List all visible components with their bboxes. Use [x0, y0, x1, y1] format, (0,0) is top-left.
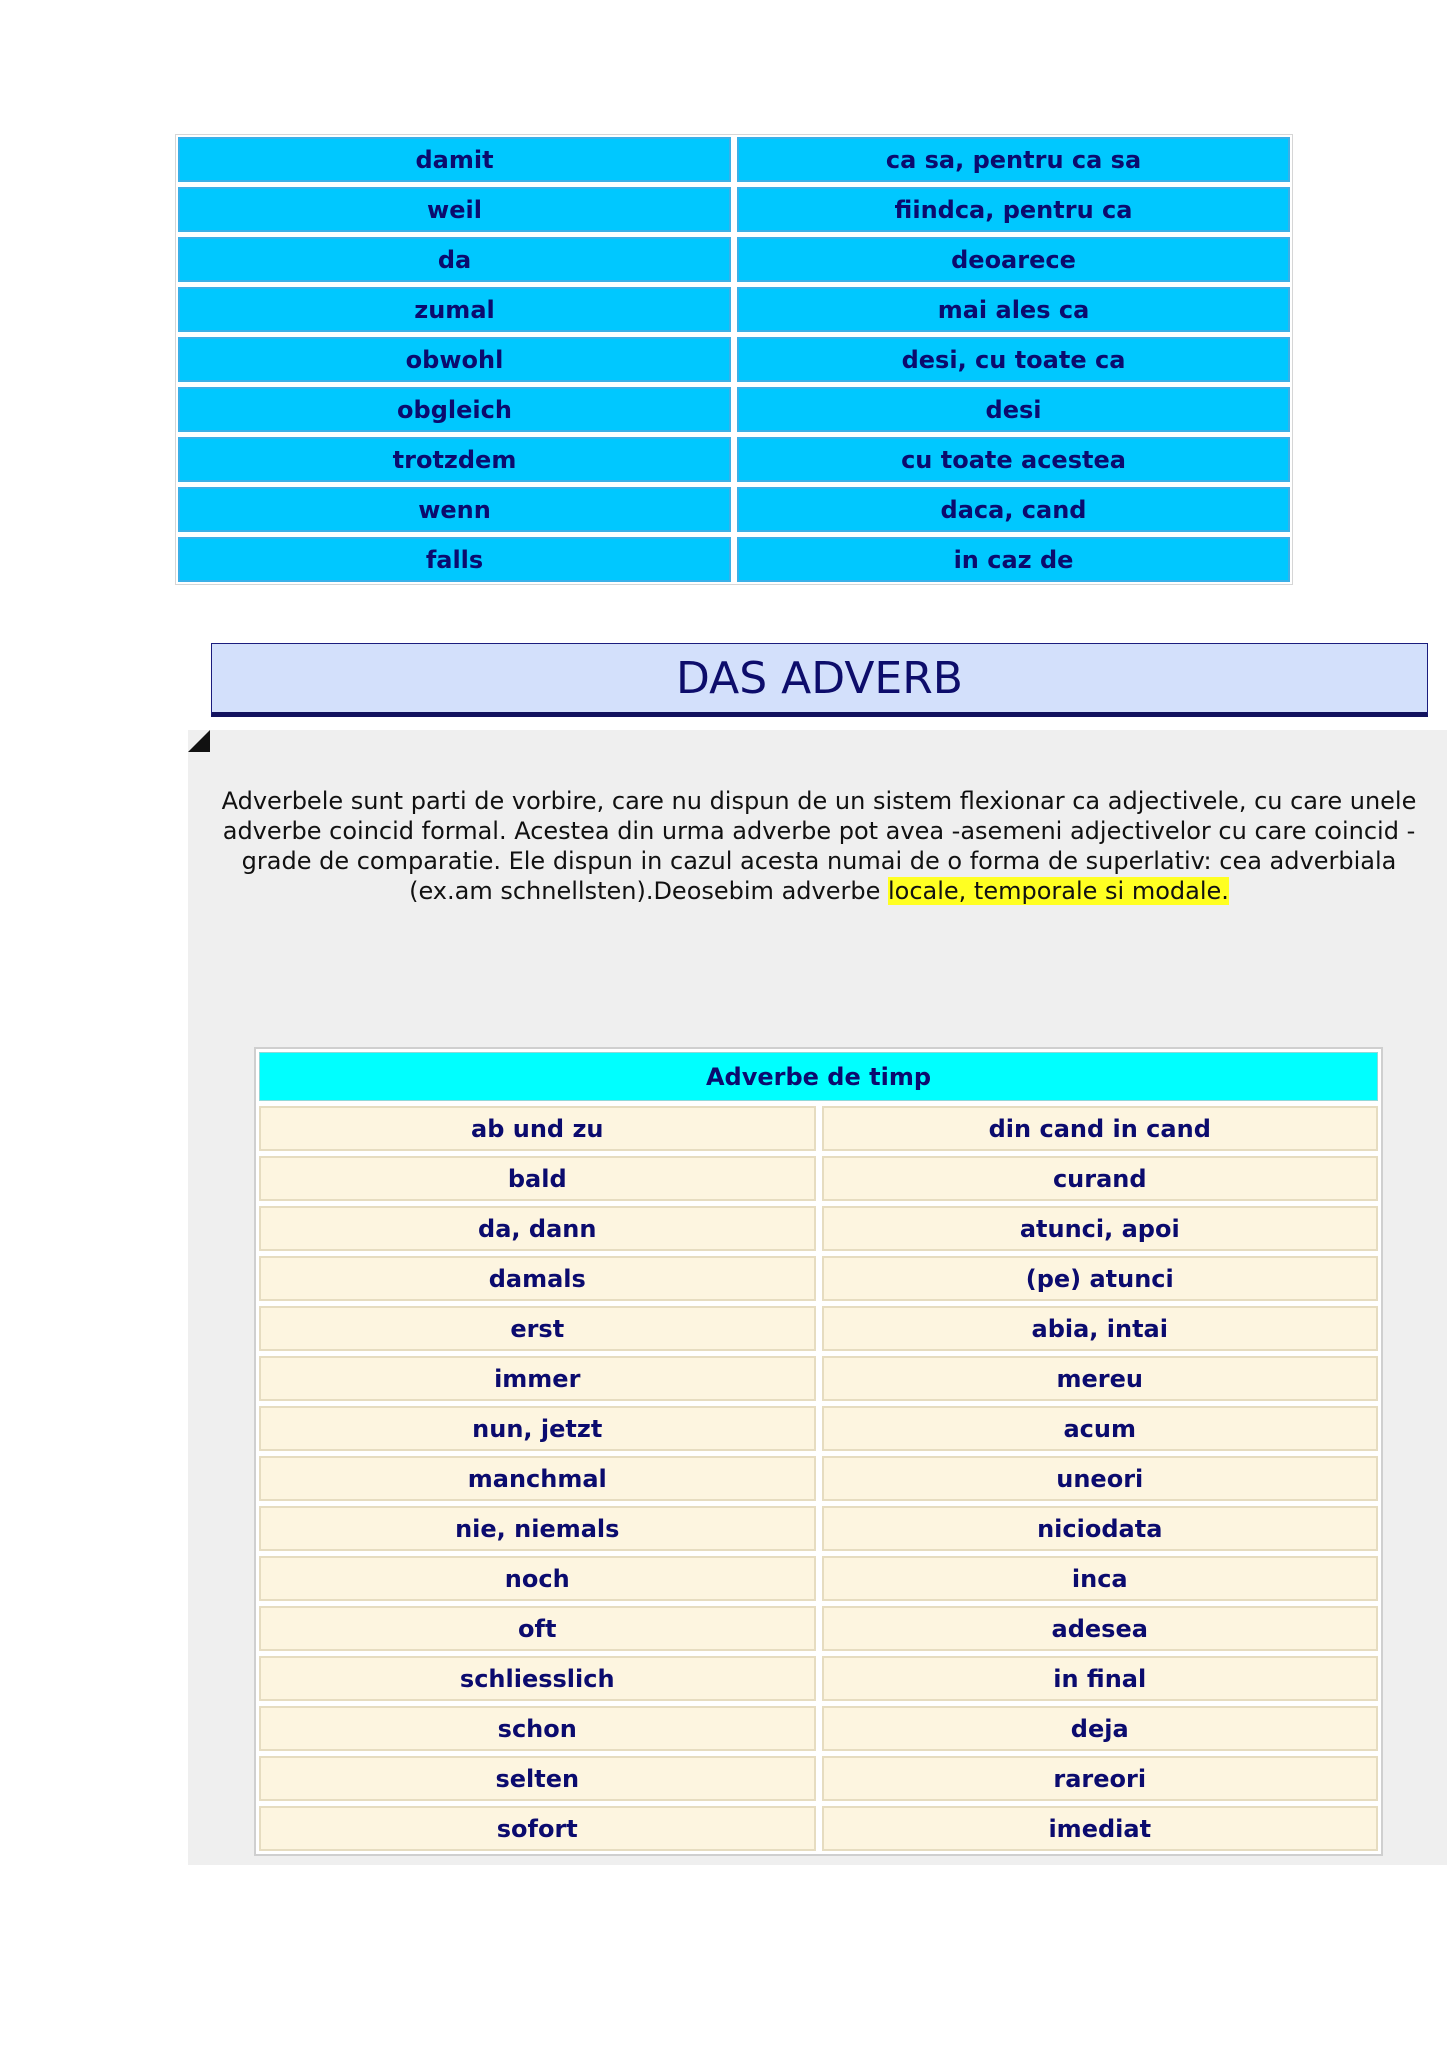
table-row [178, 137, 1290, 182]
table-row [259, 1756, 1378, 1801]
table-row [178, 387, 1290, 432]
table-row [259, 1106, 1378, 1151]
conjunctions-table [175, 134, 1293, 585]
table-row [178, 537, 1290, 582]
table-row [178, 287, 1290, 332]
table-row [259, 1656, 1378, 1701]
table-row [259, 1306, 1378, 1351]
german-cell: zumal [178, 287, 731, 332]
german-cell: selten [259, 1756, 816, 1801]
romanian-cell: acum [822, 1406, 1379, 1451]
romanian-cell: desi [737, 387, 1290, 432]
german-cell: erst [259, 1306, 816, 1351]
german-cell: nie, niemals [259, 1506, 816, 1551]
german-cell: damit [178, 137, 731, 182]
table-row [259, 1206, 1378, 1251]
adverbs-table [254, 1047, 1383, 1856]
romanian-cell: niciodata [822, 1506, 1379, 1551]
german-cell: wenn [178, 487, 731, 532]
german-cell: manchmal [259, 1456, 816, 1501]
table-row [178, 437, 1290, 482]
german-cell: oft [259, 1606, 816, 1651]
romanian-cell: in final [822, 1656, 1379, 1701]
german-cell: obwohl [178, 337, 731, 382]
romanian-cell: mereu [822, 1356, 1379, 1401]
german-cell: ab und zu [259, 1106, 816, 1151]
romanian-cell: ca sa, pentru ca sa [737, 137, 1290, 182]
german-cell: obgleich [178, 387, 731, 432]
romanian-cell: deja [822, 1706, 1379, 1751]
german-cell: da [178, 237, 731, 282]
romanian-cell: (pe) atunci [822, 1256, 1379, 1301]
romanian-cell: adesea [822, 1606, 1379, 1651]
romanian-cell: desi, cu toate ca [737, 337, 1290, 382]
german-cell: sofort [259, 1806, 816, 1851]
german-cell: weil [178, 187, 731, 232]
table-row [259, 1356, 1378, 1401]
table-row [178, 187, 1290, 232]
german-cell: nun, jetzt [259, 1406, 816, 1451]
german-cell: noch [259, 1556, 816, 1601]
table-row [178, 337, 1290, 382]
intro-paragraph [210, 786, 1428, 906]
corner-triangle-icon [188, 730, 210, 752]
table-row [178, 487, 1290, 532]
table-row [259, 1606, 1378, 1651]
romanian-cell: din cand in cand [822, 1106, 1379, 1151]
romanian-cell: inca [822, 1556, 1379, 1601]
table-row [259, 1506, 1378, 1551]
german-cell: da, dann [259, 1206, 816, 1251]
german-cell: schon [259, 1706, 816, 1751]
table-row [178, 237, 1290, 282]
table-row [259, 1556, 1378, 1601]
german-cell: damals [259, 1256, 816, 1301]
table-row [259, 1706, 1378, 1751]
table-header: Adverbe de timp [259, 1052, 1378, 1101]
section-title: DAS ADVERB [211, 643, 1428, 717]
table-row [259, 1456, 1378, 1501]
romanian-cell: rareori [822, 1756, 1379, 1801]
table-row [259, 1256, 1378, 1301]
german-cell: falls [178, 537, 731, 582]
romanian-cell: atunci, apoi [822, 1206, 1379, 1251]
german-cell: schliesslich [259, 1656, 816, 1701]
highlighted-text: locale, temporale si modale. [887, 877, 1229, 905]
romanian-cell: daca, cand [737, 487, 1290, 532]
table-row [259, 1806, 1378, 1851]
romanian-cell: in caz de [737, 537, 1290, 582]
intro-text: Adverbele sunt parti de vorbire, care nu dispun de un sistem flexionar ca adjectivele, cu care unele adverbe coincid formal. Acestea din urma adverbe pot avea -asemeni adjectivelor cu care coincid - grade de comparatie. Ele dispun in cazul acesta numai de o forma de superlativ: cea adverbiala (ex.am schnellsten).Deosebim adverbe [221, 787, 1417, 905]
romanian-cell: fiindca, pentru ca [737, 187, 1290, 232]
german-cell: trotzdem [178, 437, 731, 482]
romanian-cell: deoarece [737, 237, 1290, 282]
romanian-cell: imediat [822, 1806, 1379, 1851]
german-cell: immer [259, 1356, 816, 1401]
romanian-cell: cu toate acestea [737, 437, 1290, 482]
german-cell: bald [259, 1156, 816, 1201]
romanian-cell: abia, intai [822, 1306, 1379, 1351]
table-row [259, 1406, 1378, 1451]
romanian-cell: uneori [822, 1456, 1379, 1501]
romanian-cell: curand [822, 1156, 1379, 1201]
romanian-cell: mai ales ca [737, 287, 1290, 332]
table-row [259, 1156, 1378, 1201]
